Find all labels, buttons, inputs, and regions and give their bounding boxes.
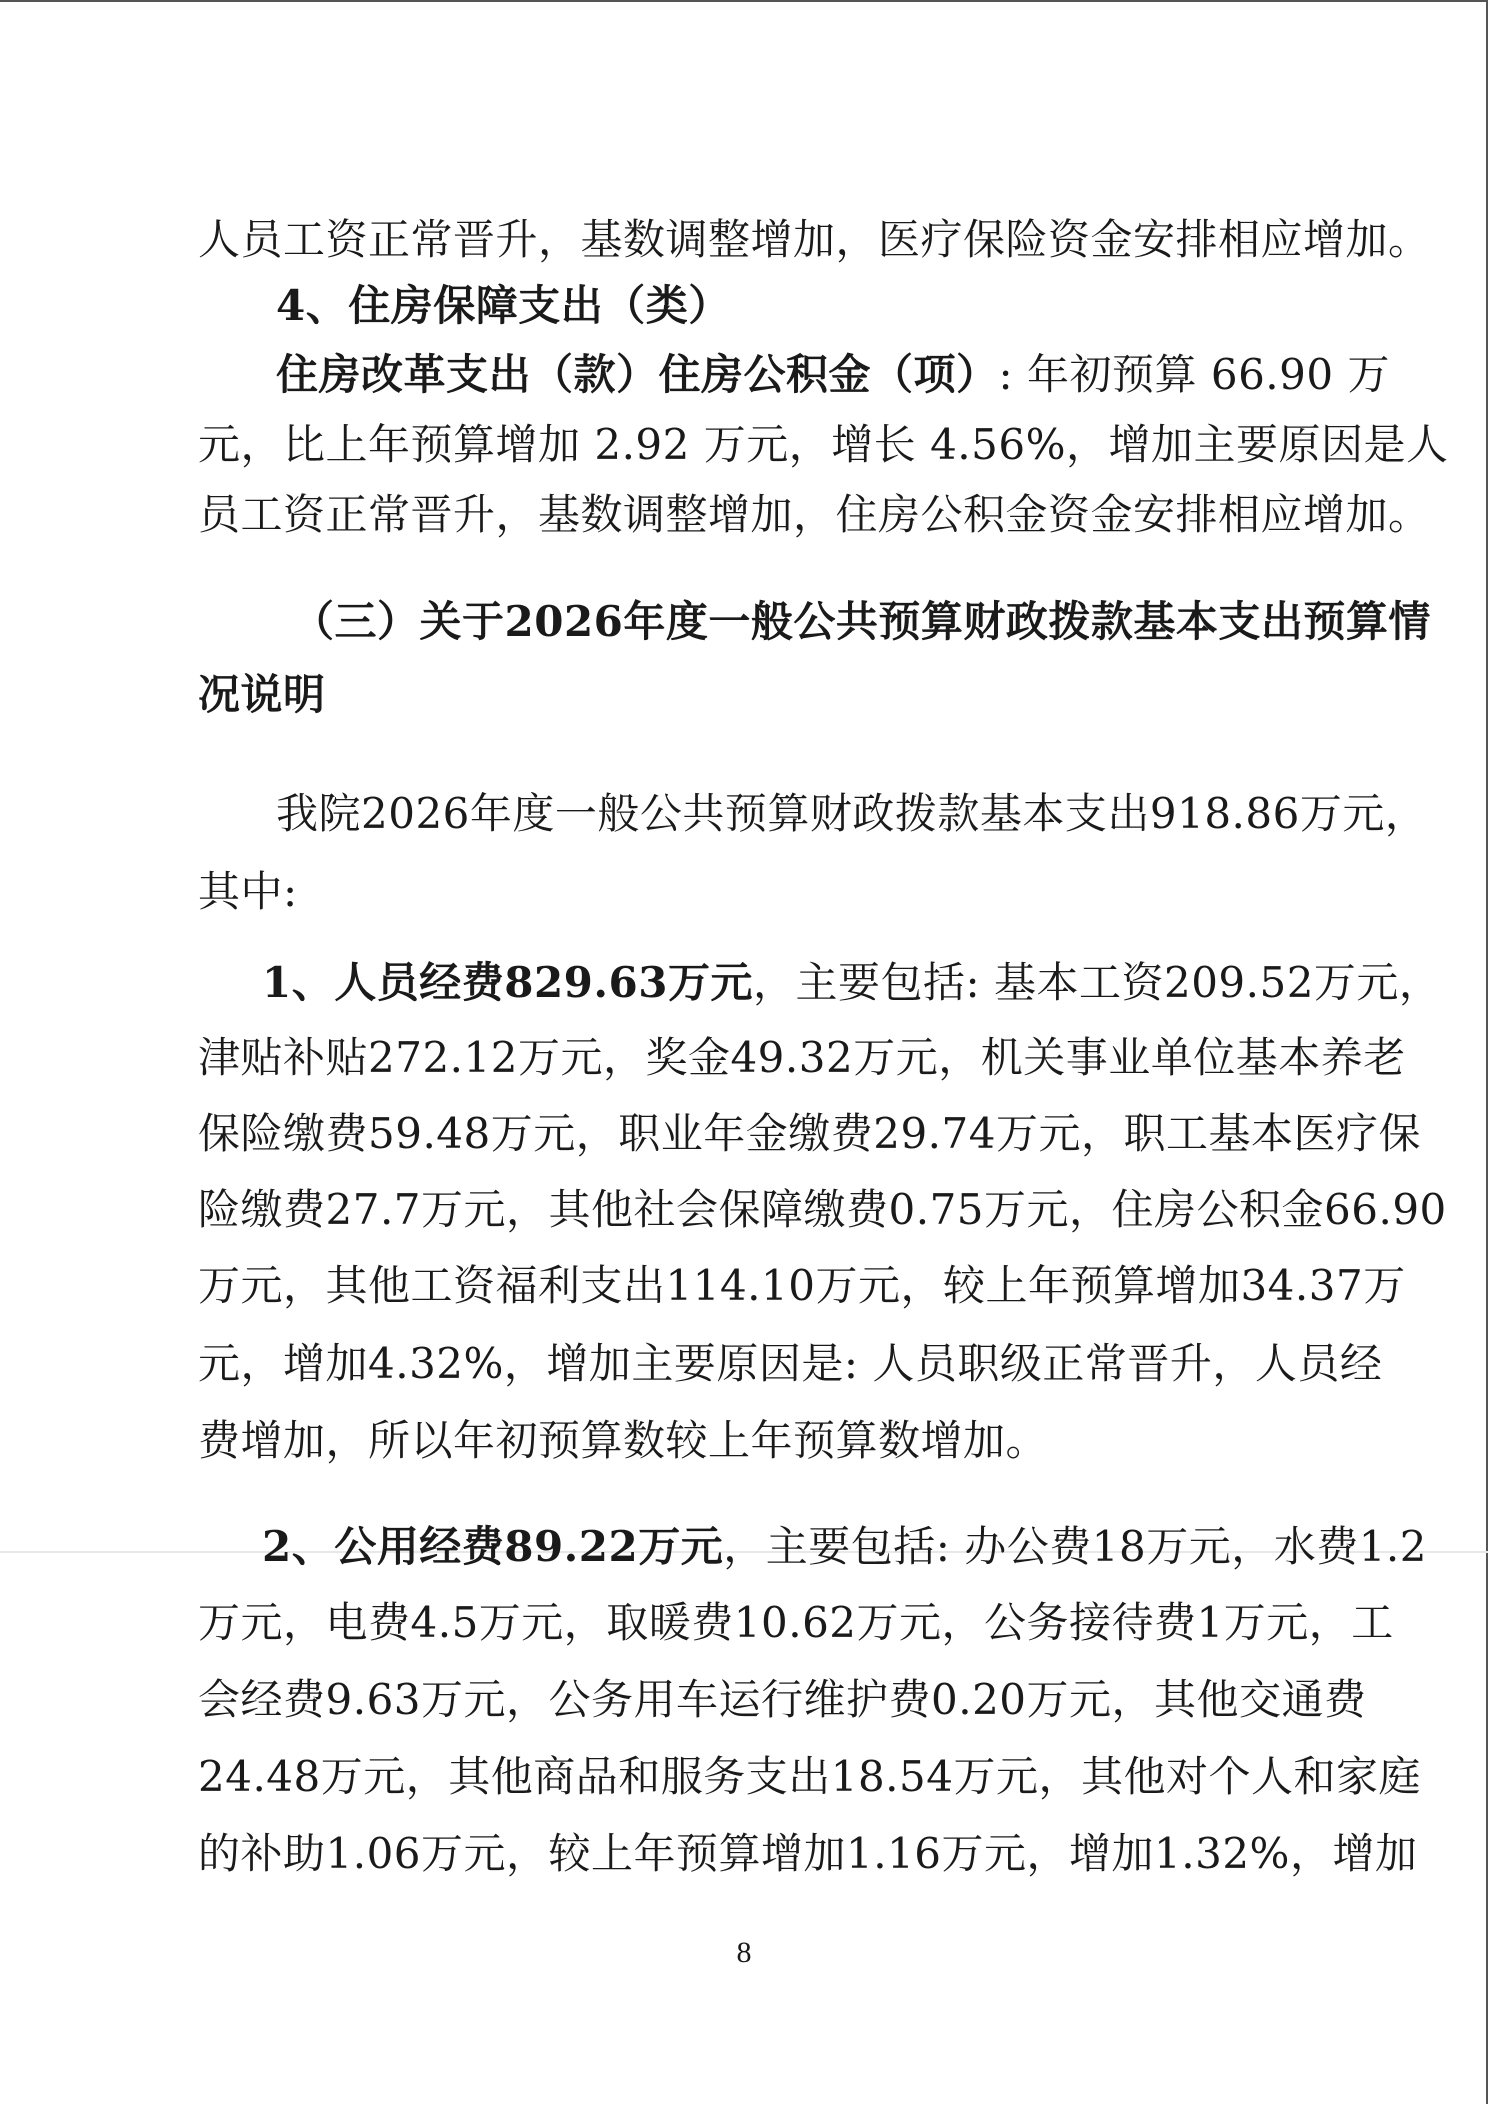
section-heading: 4、住房保障支出（类） xyxy=(276,281,731,330)
paragraph-line: 会经费9.63万元，公务用车运行维护费0.20万元，其他交通费 xyxy=(198,1675,1367,1724)
paragraph-line: 元，增加4.32%，增加主要原因是: 人员职级正常晋升，人员经 xyxy=(198,1339,1383,1388)
paragraph-line: 住房改革支出（款）住房公积金（项）: 年初预算 66.90 万 xyxy=(276,350,1390,399)
paragraph-line: 1、人员经费829.63万元，主要包括: 基本工资209.52万元， xyxy=(262,958,1442,1007)
paragraph-line: 万元，其他工资福利支出114.10万元，较上年预算增加34.37万 xyxy=(198,1261,1406,1310)
section-title: （三）关于2026年度一般公共预算财政拨款基本支出预算情 xyxy=(292,597,1431,646)
page-number: 8 xyxy=(736,1936,752,1969)
paragraph-line: 其中: xyxy=(198,867,298,916)
section-title-continued: 况说明 xyxy=(198,670,326,719)
paragraph-line: 津贴补贴272.12万元，奖金49.32万元，机关事业单位基本养老 xyxy=(198,1033,1406,1082)
paragraph-line: 我院2026年度一般公共预算财政拨款基本支出918.86万元， xyxy=(276,789,1428,838)
item-heading: 2、公用经费89.22万元 xyxy=(262,1522,724,1571)
paragraph-line: 2、公用经费89.22万元，主要包括: 办公费18万元，水费1.2 xyxy=(262,1522,1427,1571)
paragraph-line: 万元，电费4.5万元，取暖费10.62万元，公务接待费1万元，工 xyxy=(198,1598,1394,1647)
paragraph-line: 元，比上年预算增加 2.92 万元，增长 4.56%，增加主要原因是人 xyxy=(198,420,1449,469)
scan-edge-top xyxy=(0,0,1488,2)
paragraph-line: 险缴费27.7万元，其他社会保障缴费0.75万元，住房公积金66.90 xyxy=(198,1185,1447,1234)
paragraph-line: 保险缴费59.48万元，职业年金缴费29.74万元，职工基本医疗保 xyxy=(198,1109,1421,1158)
paragraph-line: 24.48万元，其他商品和服务支出18.54万元，其他对个人和家庭 xyxy=(198,1752,1421,1801)
paragraph-line: 费增加，所以年初预算数较上年预算数增加。 xyxy=(198,1416,1049,1465)
paragraph-line: 人员工资正常晋升，基数调整增加，医疗保险资金安排相应增加。 xyxy=(198,215,1431,264)
paragraph-line: 的补助1.06万元，较上年预算增加1.16万元，增加1.32%，增加 xyxy=(198,1829,1418,1878)
item-heading: 住房改革支出（款）住房公积金（项） xyxy=(276,350,999,399)
paragraph-line: 员工资正常晋升，基数调整增加，住房公积金资金安排相应增加。 xyxy=(198,490,1431,539)
item-heading: 1、人员经费829.63万元 xyxy=(262,958,753,1007)
